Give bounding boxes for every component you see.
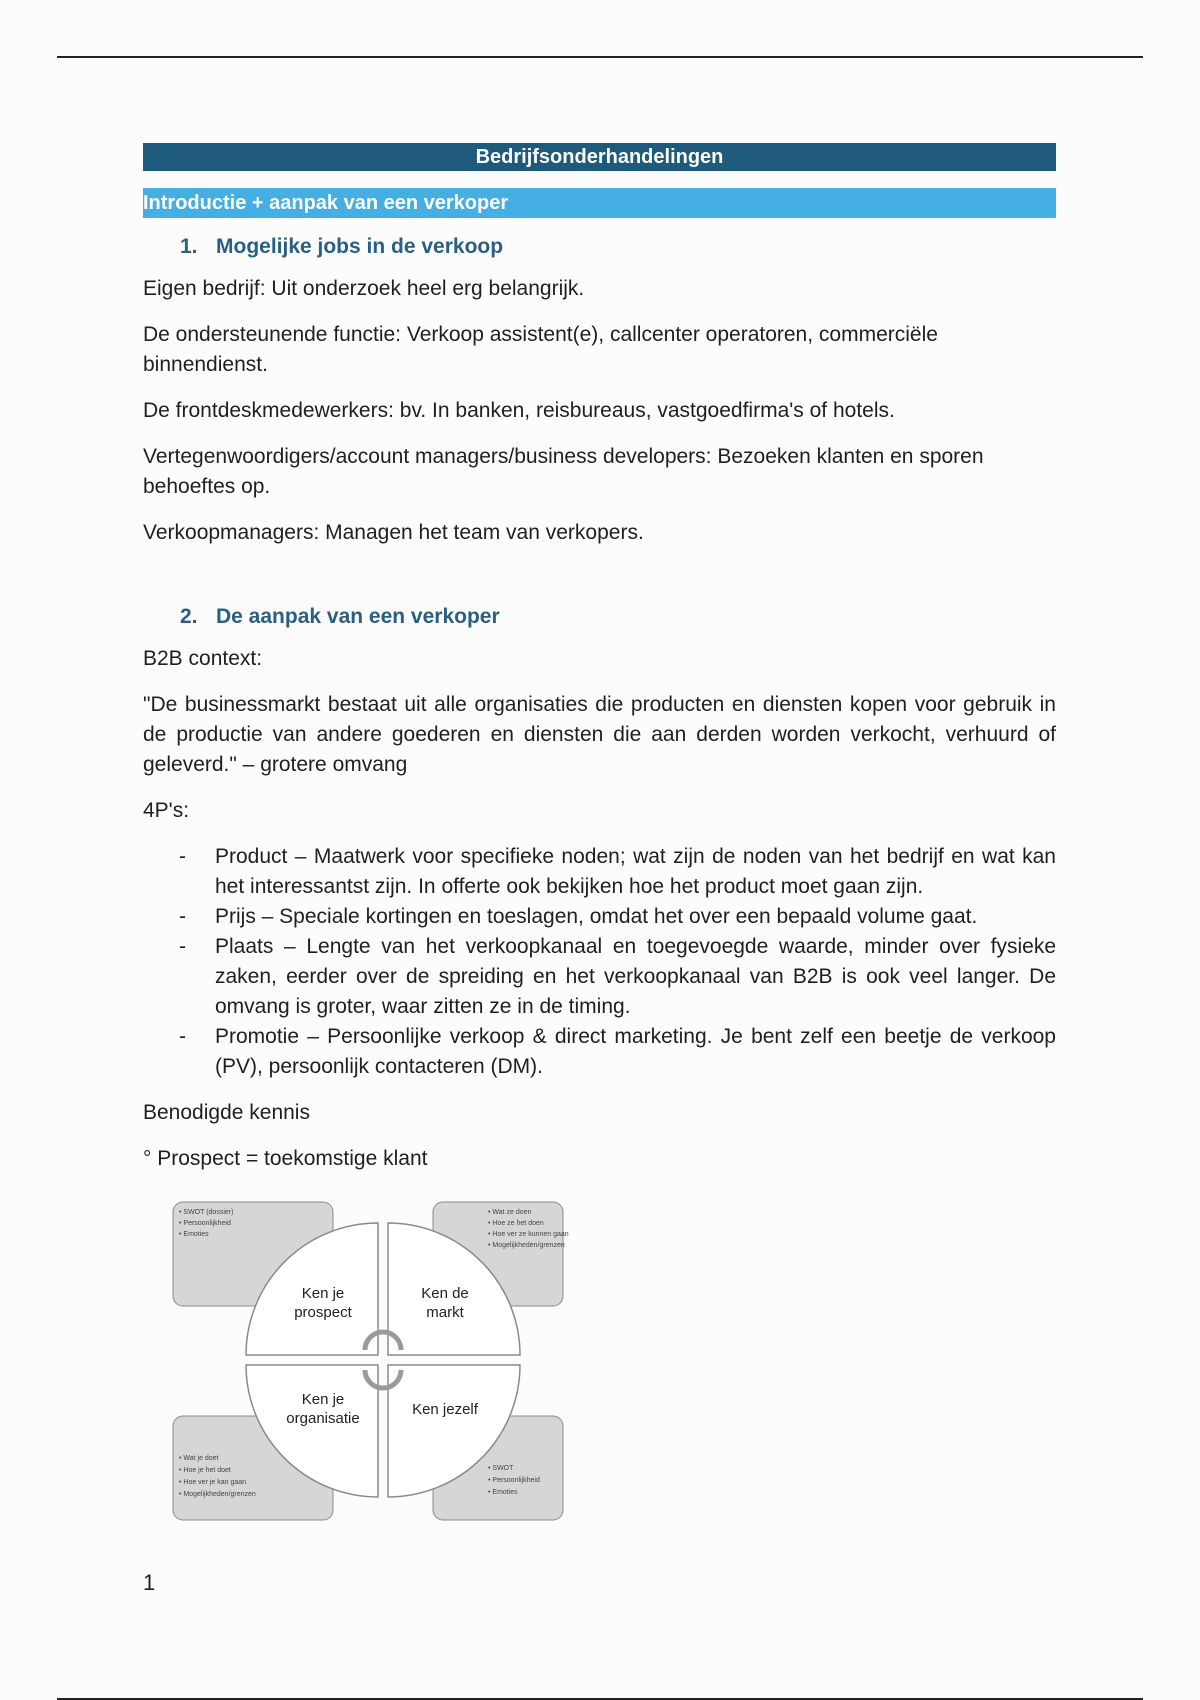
knowledge-diagram [143, 1192, 573, 1532]
heading-number: 1. [180, 235, 198, 258]
paragraph: Verkoopmanagers: Managen het team van verkopers. [143, 521, 644, 544]
document-title: Bedrijfsonderhandelingen [143, 143, 1056, 171]
dash-bullet: - [179, 905, 186, 928]
dash-bullet: - [179, 1025, 186, 1048]
heading-aanpak [180, 602, 1056, 632]
heading-jobs [180, 232, 1056, 262]
dash-bullet: - [179, 845, 186, 868]
spacer [143, 564, 1056, 588]
paragraph: Vertegenwoordigers/account managers/business developers: Bezoeken klanten en sporen behoeftes op. [143, 445, 984, 498]
list-item-text: Plaats – Lengte van het verkoopkanaal en toegevoegde waarde, minder over fysieke zaken, eerder over de spreiding en het verkoopkanaal van B2B is ook veel langer. De omvang is groter, waar zitten ze in de timing. [215, 935, 1056, 1018]
kennis-label: Benodigde kennis [143, 1101, 310, 1124]
list-item-text: Prijs – Speciale kortingen en toeslagen, omdat het over een bepaald volume gaat. [215, 905, 978, 928]
heading-number: 2. [180, 605, 198, 628]
b2b-label: B2B context: [143, 647, 263, 670]
prospect-note: ° Prospect = toekomstige klant [143, 1147, 428, 1170]
box-bl-line: • Hoe je het doet [179, 1467, 231, 1474]
list-item [143, 842, 1056, 902]
paragraph: De ondersteunende functie: Verkoop assistent(e), callcenter operatoren, commerciële binnendienst. [143, 323, 938, 376]
box-bl-line: • Wat je doet [179, 1455, 219, 1462]
quadrant-label: Ken je [301, 1391, 345, 1408]
ps-label: 4P's: [143, 799, 190, 822]
box-tl-line: • SWOT (dossier) [179, 1209, 234, 1216]
list-item [143, 1022, 1056, 1082]
box-tr-line: • Wat ze doen [488, 1209, 532, 1216]
list-item [143, 902, 1056, 932]
box-bl-line: • Hoe ver je kan gaan [179, 1479, 247, 1486]
b2b-quote: "De businessmarkt bestaat uit alle organisaties die producten en diensten kopen voor gebruik in de productie van andere goederen en diensten die aan derden worden verkocht, verhuurd of geleverd." – grotere omvang [143, 693, 1056, 776]
paragraph: De frontdeskmedewerkers: bv. In banken, reisbureaus, vastgoedfirma's of hotels. [143, 399, 895, 422]
box-br-line: • Emoties [488, 1489, 518, 1496]
list-item [143, 932, 1056, 1022]
section-heading: Introductie + aanpak van een verkoper [143, 188, 1056, 218]
box-tl-line: • Emoties [179, 1231, 209, 1238]
document-body [143, 143, 1056, 1541]
box-tl-line: • Persoonlijkheid [179, 1220, 231, 1227]
dash-bullet: - [179, 935, 186, 958]
box-br-line: • Persoonlijkheid [488, 1477, 540, 1484]
list-item-text: Promotie – Persoonlijke verkoop & direct marketing. Je bent zelf een beetje de verkoop (PV), persoonlijk contacteren (DM). [215, 1025, 1056, 1078]
quadrant-label: markt [426, 1304, 464, 1321]
box-tr-line: • Mogelijkheden/grenzen [488, 1242, 565, 1249]
box-tr-line: • Hoe ze het doen [488, 1220, 544, 1227]
quadrant-label: Ken je [301, 1285, 345, 1302]
quadrant-label: organisatie [286, 1410, 360, 1427]
header-rule [57, 56, 1143, 58]
heading-text: Mogelijke jobs in de verkoop [216, 235, 504, 258]
quadrant-label: Ken jezelf [412, 1401, 478, 1418]
box-bl-line: • Mogelijkheden/grenzen [179, 1491, 256, 1498]
paragraph: Eigen bedrijf: Uit onderzoek heel erg belangrijk. [143, 277, 585, 300]
box-tr-line: • Hoe ver ze kunnen gaan [488, 1231, 569, 1238]
list-item-text: Product – Maatwerk voor specifieke noden; wat zijn de noden van het bedrijf en wat kan het interessantst zijn. In offerte ook bekijken hoe het product moet gaan zijn. [215, 845, 1056, 898]
four-ps-list [143, 842, 1056, 1082]
heading-text: De aanpak van een verkoper [216, 605, 500, 628]
quadrant-label: prospect [294, 1304, 352, 1321]
box-br-line: • SWOT [488, 1465, 514, 1472]
page-number: 1 [143, 1570, 156, 1595]
quadrant-label: Ken de [421, 1285, 469, 1302]
